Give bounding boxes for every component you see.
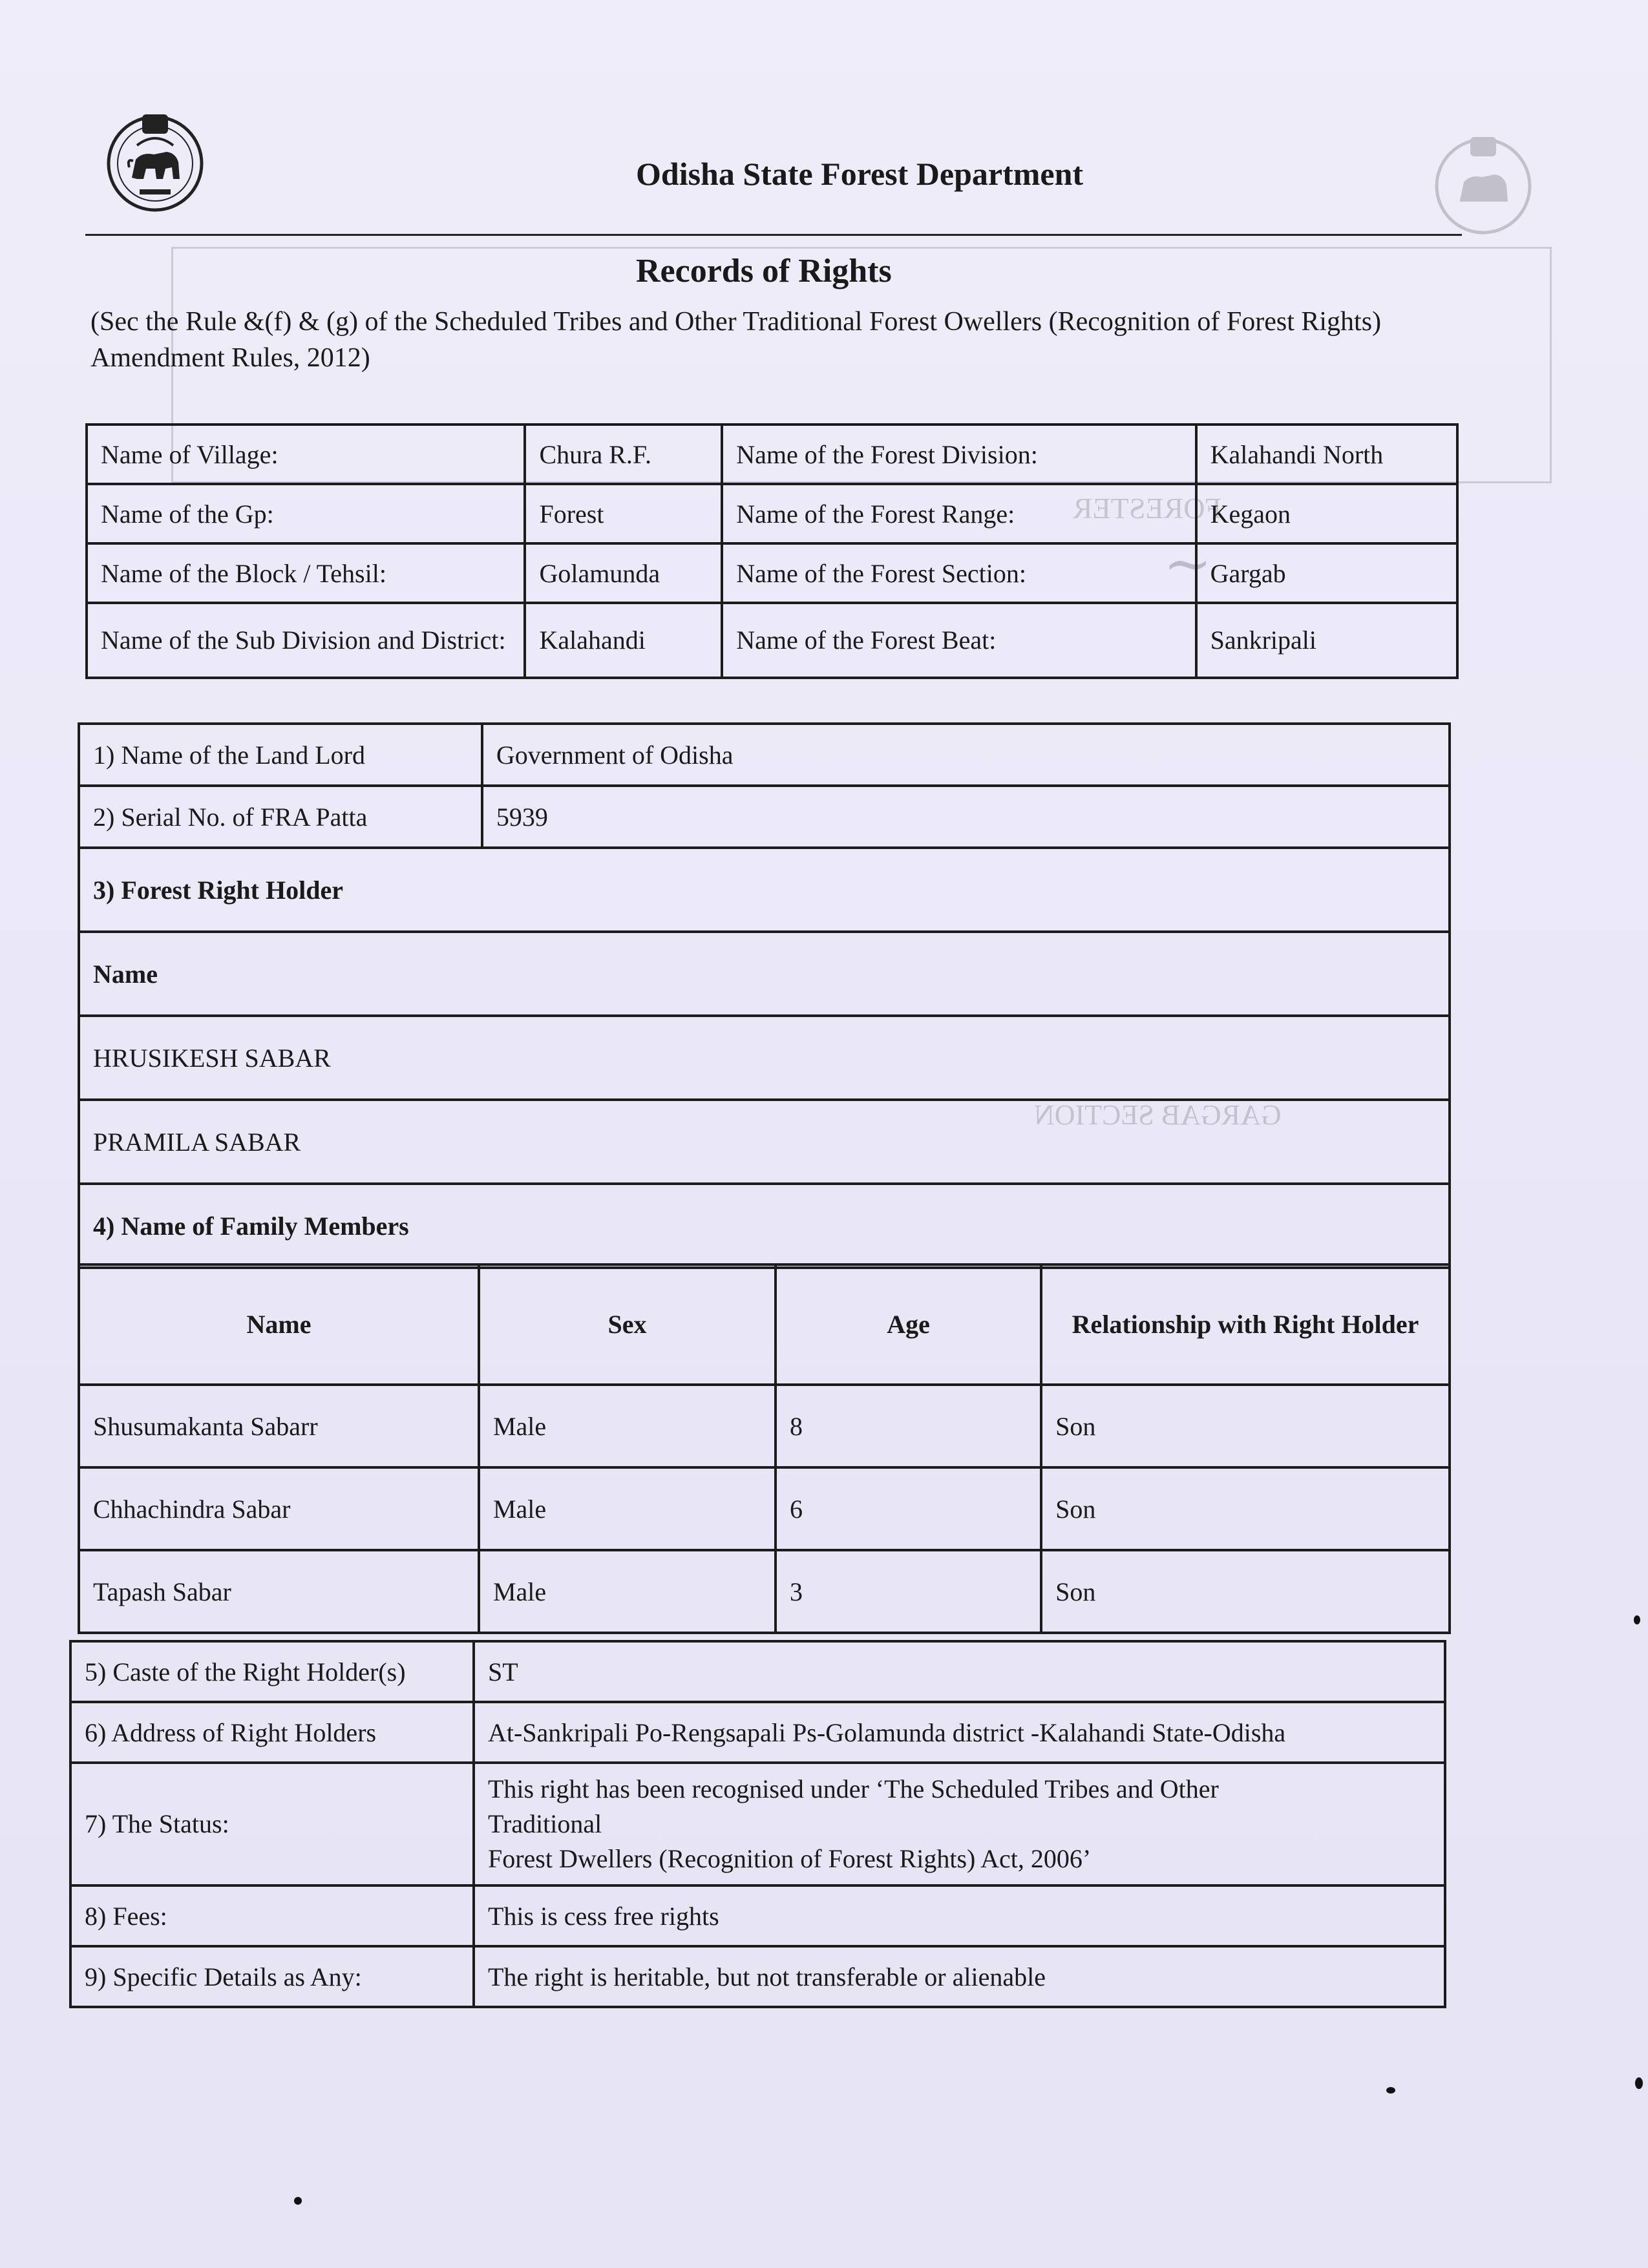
member-sex: Male [479, 1550, 776, 1633]
patta-serial-value: 5939 [482, 786, 1450, 848]
column-header-sex: Sex [479, 1265, 776, 1385]
table-row [87, 543, 1457, 603]
table-row [79, 1100, 1450, 1184]
column-header-name: Name [79, 1265, 479, 1385]
table-row [70, 1702, 1445, 1763]
status-label: 7) The Status: [70, 1763, 474, 1885]
odisha-emblem-icon [103, 107, 207, 216]
block-label: Name of the Block / Tehsil: [87, 543, 525, 603]
department-title: Odisha State Forest Department [636, 156, 1084, 192]
family-members-heading: 4) Name of Family Members [79, 1184, 1450, 1268]
member-age: 3 [776, 1550, 1041, 1633]
table-row [79, 1016, 1450, 1100]
member-age: 8 [776, 1385, 1041, 1467]
right-holder-name: HRUSIKESH SABAR [79, 1016, 1450, 1100]
specific-details-label: 9) Specific Details as Any: [70, 1946, 474, 2007]
table-row [79, 1184, 1450, 1268]
table-row [79, 1385, 1450, 1467]
details-table [69, 1640, 1446, 2008]
table-header-row [79, 1265, 1450, 1385]
table-row [79, 724, 1450, 786]
specific-details-value: The right is heritable, but not transferable or alienable [474, 1946, 1445, 2007]
show-through-emblem-icon [1428, 129, 1538, 239]
member-relationship: Son [1041, 1467, 1450, 1550]
member-name: Shusumakanta Sabarr [79, 1385, 479, 1467]
header-divider [85, 234, 1462, 236]
table-row [79, 786, 1450, 848]
landlord-label: 1) Name of the Land Lord [79, 724, 482, 786]
show-through-stamp-line-2: GARGAB SECTION [1034, 1099, 1282, 1131]
family-members-table [78, 1263, 1451, 1634]
gp-label: Name of the Gp: [87, 484, 525, 543]
column-header-age: Age [776, 1265, 1041, 1385]
forest-beat-label: Name of the Forest Beat: [722, 603, 1196, 678]
column-header-relationship: Relationship with Right Holder [1041, 1265, 1450, 1385]
location-table [85, 423, 1459, 679]
table-row [87, 425, 1457, 484]
ink-speck [1386, 2087, 1395, 2094]
village-label: Name of Village: [87, 425, 525, 484]
table-row [79, 932, 1450, 1016]
forest-range-label: Name of the Forest Range: [722, 484, 1196, 543]
member-relationship: Son [1041, 1385, 1450, 1467]
member-relationship: Son [1041, 1550, 1450, 1633]
member-name: Chhachindra Sabar [79, 1467, 479, 1550]
show-through-stamp-line-1: FORESTER [1073, 492, 1222, 525]
member-age: 6 [776, 1467, 1041, 1550]
right-holder-name: PRAMILA SABAR [79, 1100, 1450, 1184]
subdivision-value: Kalahandi [525, 603, 722, 678]
forest-beat-value: Sankripali [1196, 603, 1457, 678]
address-value: At-Sankripali Po-Rengsapali Ps-Golamunda district -Kalahandi State-Odisha [474, 1702, 1445, 1763]
forest-section-label: Name of the Forest Section: [722, 543, 1196, 603]
caste-label: 5) Caste of the Right Holder(s) [70, 1641, 474, 1702]
table-row [79, 848, 1450, 932]
document-subtitle: (Sec the Rule &(f) & (g) of the Scheduled Tribes and Other Traditional Forest Owellers (Recognition of Forest Rights) Amendment Rules, 2012) [90, 307, 1382, 373]
gp-value: Forest [525, 484, 722, 543]
status-value [474, 1763, 1445, 1885]
right-holder-heading: 3) Forest Right Holder [79, 848, 1450, 932]
ink-speck [294, 2197, 302, 2205]
forest-section-value: Gargab [1196, 543, 1457, 603]
subdivision-label: Name of the Sub Division and District: [87, 603, 525, 678]
ink-speck [1635, 2077, 1643, 2089]
table-row [79, 1550, 1450, 1633]
show-through-signature: ~ [1163, 530, 1212, 598]
member-sex: Male [479, 1385, 776, 1467]
address-label: 6) Address of Right Holders [70, 1702, 474, 1763]
table-row [87, 484, 1457, 543]
fees-value: This is cess free rights [474, 1885, 1445, 1946]
rights-table [78, 722, 1451, 1269]
member-sex: Male [479, 1467, 776, 1550]
patta-serial-label: 2) Serial No. of FRA Patta [79, 786, 482, 848]
village-value: Chura R.F. [525, 425, 722, 484]
document-title: Records of Rights [636, 253, 892, 289]
status-line: This right has been recognised under ‘The Scheduled Tribes and Other [487, 1774, 1219, 1803]
table-row [70, 1946, 1445, 2007]
status-line: Traditional [487, 1809, 602, 1838]
landlord-value: Government of Odisha [482, 724, 1450, 786]
caste-value: ST [474, 1641, 1445, 1702]
table-row [70, 1763, 1445, 1885]
table-row [70, 1641, 1445, 1702]
status-line: Forest Dwellers (Recognition of Forest Rights) Act, 2006’ [487, 1844, 1092, 1873]
forest-range-value: Kegaon [1196, 484, 1457, 543]
forest-division-label: Name of the Forest Division: [722, 425, 1196, 484]
table-row [70, 1885, 1445, 1946]
block-value: Golamunda [525, 543, 722, 603]
ink-speck [1634, 1615, 1640, 1624]
member-name: Tapash Sabar [79, 1550, 479, 1633]
table-row [79, 1467, 1450, 1550]
holder-name-heading: Name [79, 932, 1450, 1016]
table-row [87, 603, 1457, 678]
fees-label: 8) Fees: [70, 1885, 474, 1946]
forest-division-value: Kalahandi North [1196, 425, 1457, 484]
